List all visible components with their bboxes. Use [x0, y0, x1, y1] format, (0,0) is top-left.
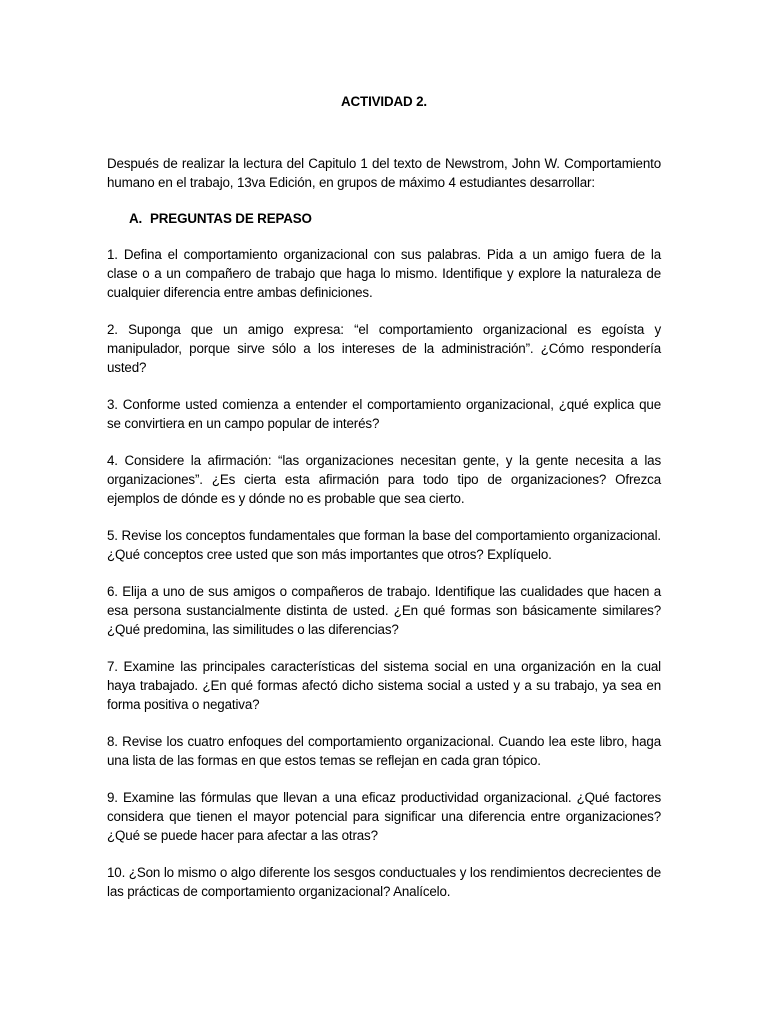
question-1: 1. Defina el comportamiento organizacional con sus palabras. Pida a un amigo fuera de la clase o a un compañero de trabajo que haga lo mismo. Identifique y explore la naturaleza de cualquier diferencia entre ambas definiciones.	[107, 247, 661, 300]
section-heading-text: PREGUNTAS DE REPASO	[150, 211, 312, 226]
question-6: 6. Elija a uno de sus amigos o compañeros de trabajo. Identifique las cualidades que hacen a esa persona sustancialmente distinta de usted. ¿En qué formas son básicamente similares? ¿Qué predomina, las similitudes o las diferencias?	[107, 584, 661, 637]
document-body	[107, 92, 661, 901]
question-9: 9. Examine las fórmulas que llevan a una eficaz productividad organizacional. ¿Qué factores considera que tienen el mayor potencial para significar una diferencia entre organizaciones? ¿Qué se puede hacer para afectar a las otras?	[107, 790, 661, 843]
question-list	[107, 245, 661, 901]
intro-paragraph: Después de realizar la lectura del Capitulo 1 del texto de Newstrom, John W. Comportamiento humano en el trabajo, 13va Edición, en grupos de máximo 4 estudiantes desarrollar:	[107, 156, 661, 190]
question-4: 4. Considere la afirmación: “las organizaciones necesitan gente, y la gente necesita a las organizaciones”. ¿Es cierta esta afirmación para todo tipo de organizaciones? Ofrezca ejemplos de dónde es y dónde no es probable que sea cierto.	[107, 453, 661, 506]
section-letter: A.	[129, 211, 143, 226]
question-7: 7. Examine las principales características del sistema social en una organización en la cual haya trabajado. ¿En qué formas afectó dicho sistema social a usted y a su trabajo, ya sea en forma positiva o negativa?	[107, 659, 661, 712]
question-8: 8. Revise los cuatro enfoques del comportamiento organizacional. Cuando lea este libro, haga una lista de las formas en que estos temas se reflejan en cada gran tópico.	[107, 734, 661, 768]
document-title: ACTIVIDAD 2.	[341, 94, 427, 109]
section-heading	[129, 209, 661, 228]
question-5: 5. Revise los conceptos fundamentales que forman la base del comportamiento organizacional. ¿Qué conceptos cree usted que son más importantes que otros? Explíquelo.	[107, 528, 661, 562]
question-2: 2. Suponga que un amigo expresa: “el comportamiento organizacional es egoísta y manipulador, porque sirve sólo a los intereses de la administración”. ¿Cómo respondería usted?	[107, 322, 661, 375]
question-10: 10. ¿Son lo mismo o algo diferente los sesgos conductuales y los rendimientos decrecientes de las prácticas de comportamiento organizacional? Analícelo.	[107, 865, 661, 899]
question-3: 3. Conforme usted comienza a entender el comportamiento organizacional, ¿qué explica que se convirtiera en un campo popular de interés?	[107, 397, 661, 431]
